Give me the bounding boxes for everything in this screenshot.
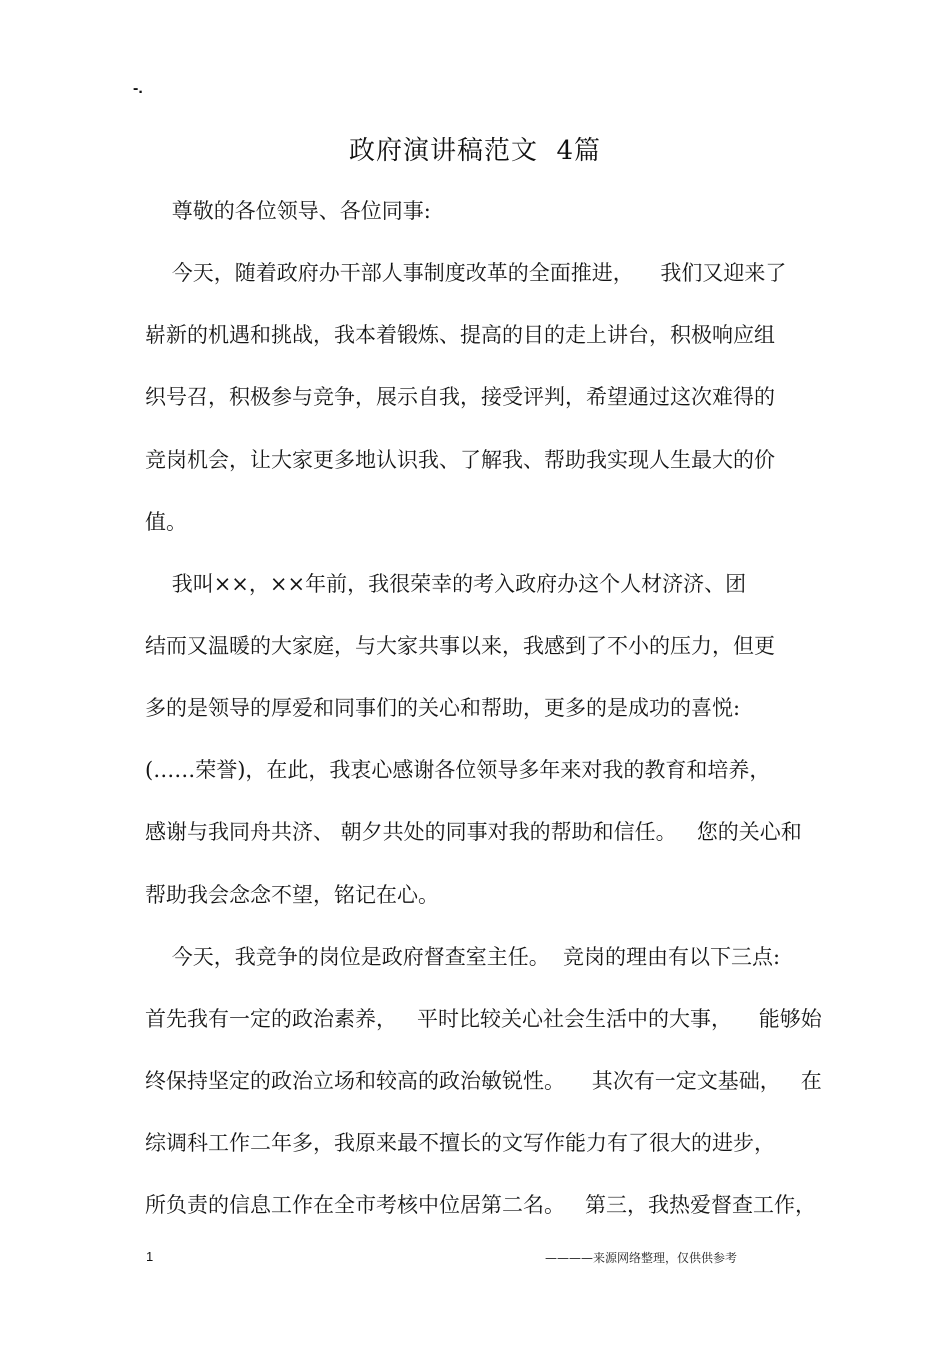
paragraph-line: 竞岗机会，让大家更多地认识我、了解我、帮助我实现人生最大的价 (145, 448, 775, 472)
page-number: 1 (146, 1249, 154, 1264)
paragraph-line: 所负责的信息工作在全市考核中位居第二名。 第三，我热爱督查工作， (145, 1193, 817, 1217)
paragraph-line: 值。 (145, 510, 187, 534)
paragraph-line: 综调科工作二年多，我原来最不擅长的文写作能力有了很大的进步， (145, 1131, 775, 1155)
paragraph-line: 多的是领导的厚爱和同事们的关心和帮助，更多的是成功的喜悦: (145, 696, 741, 720)
corner-mark: -. (133, 80, 143, 97)
paragraph-line: 今天，随着政府办干部人事制度改革的全面推进， 我们又迎来了 (145, 261, 787, 285)
paragraph-line: 感谢与我同舟共济、 朝夕共处的同事对我的帮助和信任。 您的关心和 (145, 820, 802, 844)
paragraph-line: 帮助我会念念不望，铭记在心。 (145, 883, 439, 907)
paragraph-line: 结而又温暖的大家庭，与大家共事以来，我感到了不小的压力，但更 (145, 634, 775, 658)
paragraph-line: 崭新的机遇和挑战，我本着锻炼、提高的目的走上讲台，积极响应组 (145, 323, 775, 347)
paragraph-line: 尊敬的各位领导、各位同事: (145, 199, 431, 223)
paragraph-line: (……荣誉)，在此，我衷心感谢各位领导多年来对我的教育和培养， (145, 758, 771, 782)
paragraph-line: 我叫××，××年前，我很荣幸的考入政府办这个人材济济、团 (145, 572, 747, 596)
paragraph-line: 今天，我竞争的岗位是政府督查室主任。 竞岗的理由有以下三点: (145, 945, 781, 969)
footer-note: ————来源网络整理，仅供供参考 (545, 1251, 738, 1265)
page-title: 政府演讲稿范文 4篇 (348, 136, 602, 166)
paragraph-line: 终保持坚定的政治立场和较高的政治敏锐性。 其次有一定文基础， 在 (145, 1069, 822, 1093)
paragraph-line: 首先我有一定的政治素养， 平时比较关心社会生活中的大事， 能够始 (145, 1007, 822, 1031)
paragraph-line: 织号召，积极参与竞争，展示自我，接受评判，希望通过这次难得的 (145, 385, 775, 409)
